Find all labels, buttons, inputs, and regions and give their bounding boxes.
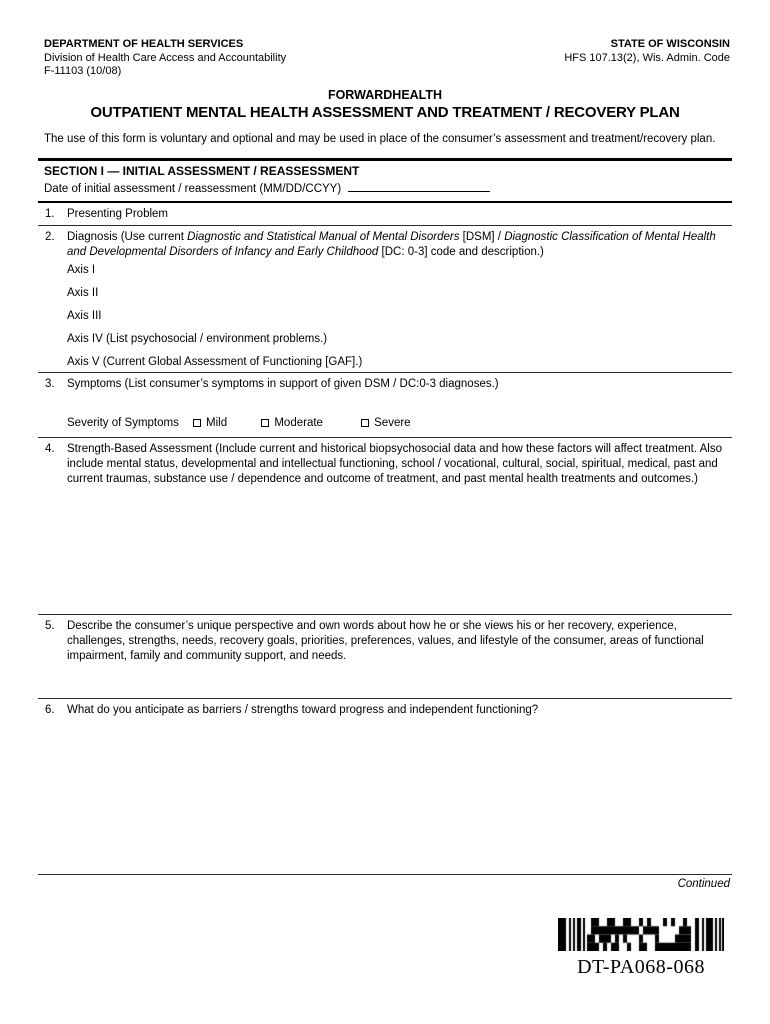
date-row (44, 180, 732, 197)
item-number: 4. (45, 442, 55, 455)
mild-label: Mild (206, 416, 228, 429)
form-header (38, 38, 732, 79)
department-name: DEPARTMENT OF HEALTH SERVICES (44, 38, 244, 50)
header-left (44, 38, 286, 79)
severe-label: Severe (374, 416, 411, 429)
severe-checkbox[interactable] (361, 419, 369, 427)
moderate-label: Moderate (274, 416, 323, 429)
severity-option-mild (193, 416, 227, 431)
mild-checkbox[interactable] (193, 419, 201, 427)
item-2-diagnosis (38, 225, 732, 372)
axis-5-row: Axis V (Current Global Assessment of Functioning [GAF].) (67, 355, 363, 368)
axis-2-row: Axis II (67, 286, 99, 299)
axis-1-row: Axis I (67, 263, 96, 276)
diagnosis-text-part: [DC: 0-3] code and description.) (378, 245, 544, 258)
header-right (564, 38, 730, 79)
division-name: Division of Health Care Access and Accountability (44, 51, 287, 64)
axis-4-row: Axis IV (List psychosocial / environment problems.) (67, 332, 328, 345)
item-text: Describe the consumer’s unique perspective and own words about how he or she views his or her recovery, experience, challenges, strengths, needs, recovery goals, priorities, preferences, values, and lifestyle of the consumer, areas of functional impairment, family and community support, and needs. (67, 619, 704, 662)
item-text (67, 377, 732, 437)
item-1-presenting-problem (38, 203, 732, 225)
form-number: F-11103 (10/08) (44, 65, 122, 77)
severity-label: Severity of Symptoms (67, 416, 179, 429)
symptoms-text: Symptoms (List consumer’s symptoms in support of given DSM / DC:0-3 diagnoses.) (67, 377, 499, 390)
severity-option-severe (361, 416, 410, 431)
barcode-block (558, 918, 724, 979)
page-title: OUTPATIENT MENTAL HEALTH ASSESSMENT AND TREATMENT / RECOVERY PLAN (90, 103, 680, 121)
axis-3-row: Axis III (67, 309, 102, 322)
section1-title: SECTION I — INITIAL ASSESSMENT / REASSESSMENT (44, 163, 360, 178)
barcode-text: DT-PA068-068 (577, 955, 705, 978)
continued-text: Continued (677, 877, 730, 890)
item-text (67, 230, 732, 372)
item-number: 1. (45, 207, 55, 220)
item-text: Strength-Based Assessment (Include current and historical biopsychosocial data and how these factors will affect treatment. Also include mental status, developmental and intellectual functioning, school / vocational, cultural, social, spiritual, medical, past and current traumas, substance use / dependence and outcome of treatment, and past mental health treatments and outcomes.) (67, 442, 722, 485)
diagnosis-text-part: [DSM] / (459, 230, 505, 243)
program-name: FORWARDHEALTH (327, 87, 443, 102)
item-5-consumer-perspective (38, 614, 732, 698)
dsm-title: Diagnostic and Statistical Manual of Mental Disorders (187, 230, 460, 243)
severity-row (67, 416, 730, 431)
item-text: What do you anticipate as barriers / strengths toward progress and independent functioning? (67, 703, 539, 716)
item-number: 5. (45, 619, 55, 632)
item-number: 3. (45, 377, 55, 390)
item-number: 2. (45, 230, 55, 243)
section1-header (38, 158, 732, 203)
item-4-strength-based-assessment (38, 437, 732, 614)
state-name: STATE OF WISCONSIN (610, 38, 730, 50)
diagnosis-text-part: Diagnosis (Use current (67, 230, 188, 243)
admin-code: HFS 107.13(2), Wis. Admin. Code (564, 51, 730, 64)
intro-text: The use of this form is voluntary and optional and may be used in place of the consumer’s assessment and treatment/recovery plan. (44, 132, 716, 145)
severity-option-moderate (261, 416, 323, 431)
dc03-title: Diagnostic Classification of Mental Health and Developmental Disorders of Infancy and Early Childhood (67, 230, 716, 258)
item-number: 6. (45, 703, 55, 716)
moderate-checkbox[interactable] (261, 419, 269, 427)
item-6-barriers-strengths (38, 698, 732, 874)
item-3-symptoms (38, 372, 732, 437)
date-input-line[interactable] (348, 180, 490, 192)
barcode-image (558, 918, 724, 951)
date-label: Date of initial assessment / reassessment (MM/DD/CCYY) (44, 182, 342, 195)
item-text: Presenting Problem (67, 207, 168, 220)
